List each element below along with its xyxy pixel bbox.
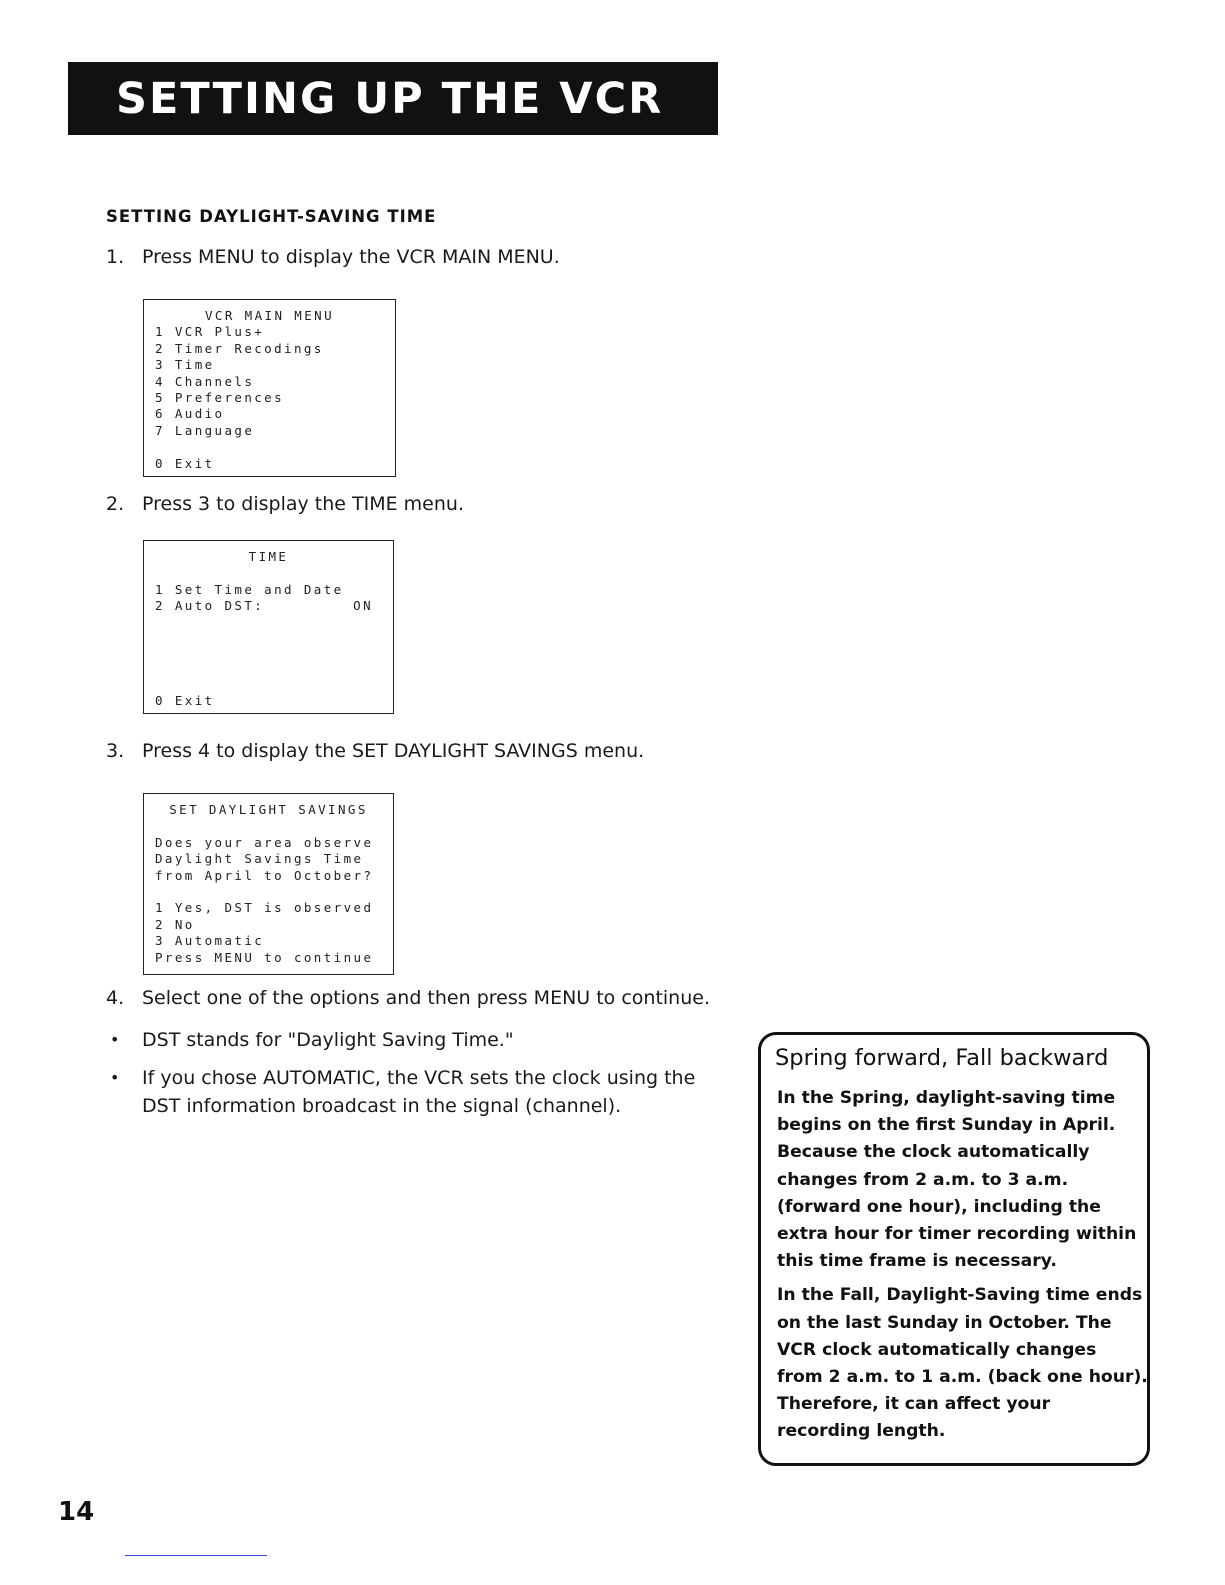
screen-footer: Press MENU to continue (155, 949, 374, 965)
bullet-icon: • (110, 1068, 120, 1087)
menu-item: 5 Preferences (155, 389, 285, 405)
menu-item-label: 1 Set Time and Date (155, 581, 344, 597)
sidebar-line: In the Fall, Daylight-Saving time ends (777, 1285, 1143, 1306)
vcr-main-menu-screen (143, 299, 396, 477)
bullet-text: DST stands for "Daylight Saving Time." (142, 1029, 514, 1051)
step-text: Press MENU to display the VCR MAIN MENU. (142, 246, 560, 268)
menu-item (155, 598, 393, 614)
menu-item-value: ON (353, 598, 373, 614)
menu-option: 1 Yes, DST is observed (155, 900, 374, 916)
time-menu-screen (143, 540, 394, 714)
page-number: 14 (58, 1497, 95, 1527)
sidebar-line: recording length. (777, 1421, 946, 1442)
bullet-text: If you chose AUTOMATIC, the VCR sets the clock using the (142, 1067, 696, 1089)
set-daylight-savings-screen (143, 793, 394, 975)
sidebar-line: VCR clock automatically changes (777, 1339, 1097, 1360)
menu-item: 3 Time (155, 357, 215, 373)
bullet-text: DST information broadcast in the signal (channel). (142, 1095, 622, 1117)
bullet-icon: • (110, 1030, 120, 1049)
menu-option: 2 No (155, 916, 195, 932)
sidebar-paragraph (777, 1282, 1147, 1445)
step-number: 1. (106, 246, 125, 268)
menu-item: 7 Language (155, 422, 255, 438)
menu-item: 2 Timer Recodings (155, 340, 324, 356)
step-number: 4. (106, 987, 125, 1009)
menu-item (155, 582, 393, 598)
sidebar-line: begins on the first Sunday in April. (777, 1115, 1116, 1136)
step-text: Select one of the options and then press MENU to continue. (142, 987, 710, 1009)
menu-item-label: 2 Auto DST: (155, 598, 265, 614)
screen-title: VCR MAIN MENU (204, 308, 335, 323)
step-text: Press 3 to display the TIME menu. (142, 493, 464, 515)
sidebar-line: Therefore, it can affect your (777, 1394, 1051, 1415)
screen-question-line: from April to October? (155, 867, 374, 883)
menu-exit: 0 Exit (155, 455, 215, 471)
page-header-title: SETTING UP THE VCR (116, 73, 664, 124)
sidebar-paragraph (777, 1085, 1147, 1275)
sidebar-title: Spring forward, Fall backward (775, 1045, 1109, 1071)
step-number: 2. (106, 493, 125, 515)
screen-question-line: Daylight Savings Time (155, 851, 364, 867)
sidebar-line: extra hour for timer recording within (777, 1224, 1137, 1245)
tip-sidebar (758, 1032, 1150, 1466)
menu-item: 4 Channels (155, 373, 255, 389)
menu-item: 1 VCR Plus+ (155, 324, 265, 340)
step-text: Press 4 to display the SET DAYLIGHT SAVINGS menu. (142, 740, 645, 762)
section-heading: SETTING DAYLIGHT-SAVING TIME (106, 207, 437, 226)
page-header-banner (68, 62, 718, 135)
step-number: 3. (106, 740, 125, 762)
menu-item: 6 Audio (155, 406, 225, 422)
screen-title: TIME (248, 549, 289, 564)
sidebar-line: changes from 2 a.m. to 3 a.m. (777, 1169, 1069, 1190)
menu-exit: 0 Exit (155, 692, 215, 708)
footer-divider (125, 1555, 267, 1556)
screen-question-line: Does your area observe (155, 834, 374, 850)
sidebar-line: (forward one hour), including the (777, 1196, 1101, 1217)
sidebar-line: from 2 a.m. to 1 a.m. (back one hour). (777, 1367, 1148, 1388)
sidebar-line: Because the clock automatically (777, 1142, 1090, 1163)
screen-title: SET DAYLIGHT SAVINGS (169, 802, 368, 817)
sidebar-line: this time frame is necessary. (777, 1251, 1057, 1272)
sidebar-line: In the Spring, daylight-saving time (777, 1088, 1116, 1108)
menu-option: 3 Automatic (155, 933, 265, 949)
sidebar-line: on the last Sunday in October. The (777, 1312, 1112, 1333)
